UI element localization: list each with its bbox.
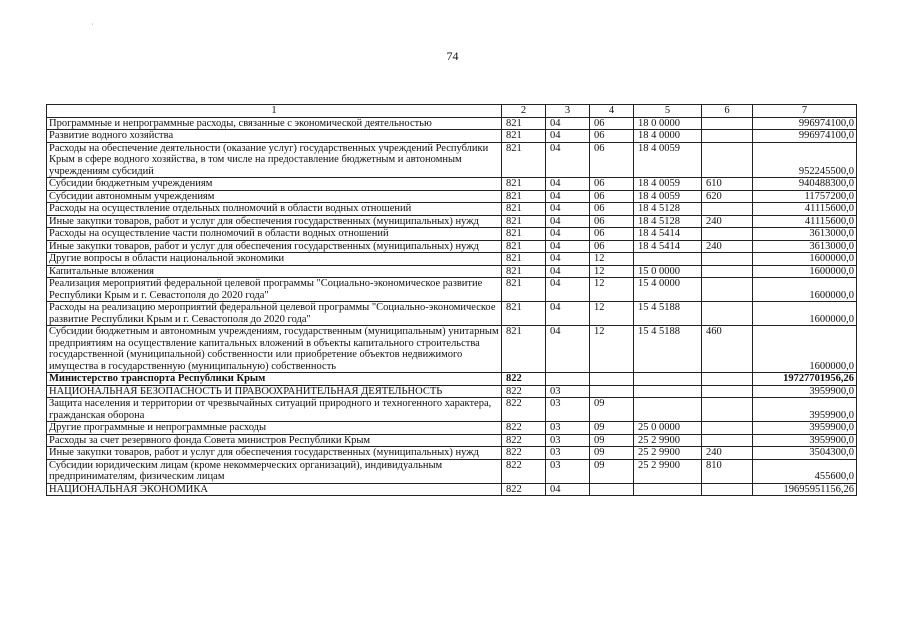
- target-article-cell: [634, 385, 702, 398]
- target-article-cell: 18 4 5414: [634, 228, 702, 241]
- amount-cell: 41115600,0: [753, 203, 857, 216]
- section-code-cell: 04: [546, 190, 590, 203]
- table-row: [47, 447, 857, 460]
- target-article-cell: 25 0 0000: [634, 422, 702, 435]
- description-cell: Иные закупки товаров, работ и услуг для обеспечения государственных (муниципальных) нужд: [47, 240, 502, 253]
- table-row: [47, 117, 857, 130]
- section-code-cell: 04: [546, 130, 590, 143]
- description-cell: Иные закупки товаров, работ и услуг для обеспечения государственных (муниципальных) нужд: [47, 215, 502, 228]
- subsection-code-cell: 06: [590, 215, 634, 228]
- amount-cell: 3959900,0: [753, 422, 857, 435]
- amount-cell: 3959900,0: [753, 434, 857, 447]
- target-article-cell: 18 4 0059: [634, 142, 702, 178]
- expense-type-cell: 810: [702, 459, 753, 483]
- subsection-code-cell: 06: [590, 142, 634, 178]
- amount-cell: 996974100,0: [753, 130, 857, 143]
- section-code-cell: 04: [546, 215, 590, 228]
- expense-type-cell: 240: [702, 447, 753, 460]
- subsection-code-cell: 06: [590, 130, 634, 143]
- expense-type-cell: 620: [702, 190, 753, 203]
- description-cell: НАЦИОНАЛЬНАЯ ЭКОНОМИКА: [47, 483, 502, 496]
- amount-cell: 3613000,0: [753, 228, 857, 241]
- ministry-code-cell: 822: [502, 385, 546, 398]
- ministry-code-cell: 821: [502, 190, 546, 203]
- description-cell: Другие программные и непрограммные расходы: [47, 422, 502, 435]
- ministry-code-cell: 822: [502, 447, 546, 460]
- target-article-cell: [634, 373, 702, 386]
- ministry-code-cell: 821: [502, 265, 546, 278]
- ministry-code-cell: 821: [502, 302, 546, 326]
- expense-type-cell: [702, 373, 753, 386]
- table-row: [47, 253, 857, 266]
- ministry-code-cell: 822: [502, 483, 546, 496]
- amount-cell: 19695951156,26: [753, 483, 857, 496]
- target-article-cell: 15 4 0000: [634, 278, 702, 302]
- amount-cell: 1600000,0: [753, 326, 857, 373]
- description-cell: Реализация мероприятий федеральной целевой программы "Социально-экономическое развитие Республики Крым и г. Севастополя до 2020 года": [47, 278, 502, 302]
- table-row: [47, 385, 857, 398]
- section-code-cell: 03: [546, 459, 590, 483]
- description-cell: Субсидии бюджетным и автономным учреждениям, государственным (муниципальным) унитарным предприятиям на осуществление капитальных вложений в объекты капитального строительства государственной (муниципальной) собственности или приобретение объектов недвижимого имущества в государственную (муниципальную) собственность: [47, 326, 502, 373]
- description-cell: Субсидии юридическим лицам (кроме некоммерческих организаций), индивидуальным предпринимателям, физическим лицам: [47, 459, 502, 483]
- header-cell: 3: [546, 105, 590, 118]
- table-row: [47, 278, 857, 302]
- expense-type-cell: [702, 142, 753, 178]
- amount-cell: 41115600,0: [753, 215, 857, 228]
- scan-mark: ': [92, 22, 94, 31]
- description-cell: Расходы на осуществление части полномочий в области водных отношений: [47, 228, 502, 241]
- description-cell: Капитальные вложения: [47, 265, 502, 278]
- amount-cell: 940488300,0: [753, 178, 857, 191]
- target-article-cell: 18 4 0000: [634, 130, 702, 143]
- subsection-code-cell: 06: [590, 178, 634, 191]
- section-code-cell: 03: [546, 385, 590, 398]
- table-row: [47, 142, 857, 178]
- description-cell: Расходы на обеспечение деятельности (оказание услуг) государственных учреждений Республики Крым в сфере водного хозяйства, в том числе на предоставление бюджетным и автономным учреждениям субсидий: [47, 142, 502, 178]
- section-code-cell: 03: [546, 434, 590, 447]
- table-row: [47, 326, 857, 373]
- ministry-code-cell: 822: [502, 459, 546, 483]
- target-article-cell: 25 2 9900: [634, 459, 702, 483]
- subsection-code-cell: 06: [590, 240, 634, 253]
- subsection-code-cell: [590, 385, 634, 398]
- amount-cell: 1600000,0: [753, 265, 857, 278]
- description-cell: Защита населения и территории от чрезвычайных ситуаций природного и техногенного характера, гражданская оборона: [47, 398, 502, 422]
- ministry-code-cell: 821: [502, 178, 546, 191]
- subsection-code-cell: 12: [590, 302, 634, 326]
- ministry-code-cell: 821: [502, 228, 546, 241]
- section-code-cell: 04: [546, 278, 590, 302]
- expense-type-cell: [702, 385, 753, 398]
- description-cell: Министерство транспорта Республики Крым: [47, 373, 502, 386]
- amount-cell: 455600,0: [753, 459, 857, 483]
- section-code-cell: 03: [546, 447, 590, 460]
- subsection-code-cell: 09: [590, 434, 634, 447]
- ministry-code-cell: 821: [502, 240, 546, 253]
- expense-type-cell: [702, 117, 753, 130]
- table-row: [47, 215, 857, 228]
- subsection-code-cell: 06: [590, 117, 634, 130]
- amount-cell: 1600000,0: [753, 278, 857, 302]
- expense-type-cell: 240: [702, 215, 753, 228]
- section-code-cell: 04: [546, 117, 590, 130]
- section-code-cell: 04: [546, 326, 590, 373]
- table-row: [47, 434, 857, 447]
- expense-type-cell: [702, 483, 753, 496]
- header-cell: 7: [753, 105, 857, 118]
- header-cell: 1: [47, 105, 502, 118]
- description-cell: Субсидии автономным учреждениям: [47, 190, 502, 203]
- table-row: [47, 373, 857, 386]
- ministry-code-cell: 821: [502, 142, 546, 178]
- table-row: [47, 178, 857, 191]
- table-row: [47, 265, 857, 278]
- section-code-cell: 03: [546, 422, 590, 435]
- page-number: 74: [446, 49, 459, 63]
- subsection-code-cell: 09: [590, 459, 634, 483]
- header-cell: 2: [502, 105, 546, 118]
- ministry-code-cell: 821: [502, 326, 546, 373]
- target-article-cell: 18 4 5128: [634, 215, 702, 228]
- amount-cell: 952245500,0: [753, 142, 857, 178]
- section-code-cell: 04: [546, 253, 590, 266]
- expense-type-cell: 460: [702, 326, 753, 373]
- subsection-code-cell: 09: [590, 422, 634, 435]
- section-code-cell: 04: [546, 483, 590, 496]
- subsection-code-cell: 06: [590, 203, 634, 216]
- subsection-code-cell: 09: [590, 447, 634, 460]
- table-row: [47, 228, 857, 241]
- description-cell: Иные закупки товаров, работ и услуг для обеспечения государственных (муниципальных) нужд: [47, 447, 502, 460]
- subsection-code-cell: 06: [590, 190, 634, 203]
- target-article-cell: [634, 483, 702, 496]
- section-code-cell: 04: [546, 240, 590, 253]
- amount-cell: 3959900,0: [753, 398, 857, 422]
- target-article-cell: 25 2 9900: [634, 434, 702, 447]
- ministry-code-cell: 822: [502, 422, 546, 435]
- table-row: [47, 422, 857, 435]
- description-cell: Расходы на осуществление отдельных полномочий в области водных отношений: [47, 203, 502, 216]
- description-cell: Программные и непрограммные расходы, связанные с экономической деятельностью: [47, 117, 502, 130]
- header-cell: 4: [590, 105, 634, 118]
- subsection-code-cell: 12: [590, 278, 634, 302]
- amount-cell: 1600000,0: [753, 253, 857, 266]
- ministry-code-cell: 821: [502, 253, 546, 266]
- ministry-code-cell: 821: [502, 278, 546, 302]
- table-row: [47, 483, 857, 496]
- expense-type-cell: 610: [702, 178, 753, 191]
- subsection-code-cell: 09: [590, 398, 634, 422]
- description-cell: Развитие водного хозяйства: [47, 130, 502, 143]
- amount-cell: 996974100,0: [753, 117, 857, 130]
- target-article-cell: 25 2 9900: [634, 447, 702, 460]
- section-code-cell: 04: [546, 302, 590, 326]
- expense-type-cell: [702, 422, 753, 435]
- expense-type-cell: [702, 398, 753, 422]
- table-row: [47, 190, 857, 203]
- subsection-code-cell: 12: [590, 253, 634, 266]
- subsection-code-cell: [590, 483, 634, 496]
- ministry-code-cell: 822: [502, 373, 546, 386]
- amount-cell: 19727701956,26: [753, 373, 857, 386]
- target-article-cell: 18 0 0000: [634, 117, 702, 130]
- ministry-code-cell: 822: [502, 398, 546, 422]
- section-code-cell: 04: [546, 265, 590, 278]
- description-cell: Расходы на реализацию мероприятий федеральной целевой программы "Социально-экономическое развитие Республики Крым и г. Севастополя до 2020 года": [47, 302, 502, 326]
- expense-type-cell: [702, 434, 753, 447]
- ministry-code-cell: 822: [502, 434, 546, 447]
- amount-cell: 1600000,0: [753, 302, 857, 326]
- table-row: [47, 398, 857, 422]
- target-article-cell: 15 0 0000: [634, 265, 702, 278]
- section-code-cell: 04: [546, 178, 590, 191]
- section-code-cell: 04: [546, 203, 590, 216]
- budget-table: [46, 104, 857, 496]
- description-cell: НАЦИОНАЛЬНАЯ БЕЗОПАСНОСТЬ И ПРАВООХРАНИТЕЛЬНАЯ ДЕЯТЕЛЬНОСТЬ: [47, 385, 502, 398]
- table-row: [47, 459, 857, 483]
- amount-cell: 3613000,0: [753, 240, 857, 253]
- target-article-cell: 15 4 5188: [634, 326, 702, 373]
- target-article-cell: 18 4 5414: [634, 240, 702, 253]
- subsection-code-cell: 12: [590, 326, 634, 373]
- table-row: [47, 203, 857, 216]
- target-article-cell: 18 4 0059: [634, 190, 702, 203]
- subsection-code-cell: [590, 373, 634, 386]
- description-cell: Другие вопросы в области национальной экономики: [47, 253, 502, 266]
- expense-type-cell: [702, 203, 753, 216]
- amount-cell: 3959900,0: [753, 385, 857, 398]
- target-article-cell: 18 4 5128: [634, 203, 702, 216]
- target-article-cell: 18 4 0059: [634, 178, 702, 191]
- section-code-cell: 04: [546, 142, 590, 178]
- section-code-cell: 03: [546, 398, 590, 422]
- table-row: [47, 302, 857, 326]
- section-code-cell: 04: [546, 228, 590, 241]
- amount-cell: 3504300,0: [753, 447, 857, 460]
- target-article-cell: [634, 398, 702, 422]
- ministry-code-cell: 821: [502, 203, 546, 216]
- table-row: [47, 130, 857, 143]
- amount-cell: 11757200,0: [753, 190, 857, 203]
- table-header-row: [47, 105, 857, 118]
- subsection-code-cell: 12: [590, 265, 634, 278]
- expense-type-cell: [702, 278, 753, 302]
- header-cell: 6: [702, 105, 753, 118]
- ministry-code-cell: 821: [502, 130, 546, 143]
- subsection-code-cell: 06: [590, 228, 634, 241]
- target-article-cell: [634, 253, 702, 266]
- expense-type-cell: [702, 130, 753, 143]
- header-cell: 5: [634, 105, 702, 118]
- expense-type-cell: [702, 302, 753, 326]
- ministry-code-cell: 821: [502, 215, 546, 228]
- expense-type-cell: 240: [702, 240, 753, 253]
- table-row: [47, 240, 857, 253]
- description-cell: Субсидии бюджетным учреждениям: [47, 178, 502, 191]
- section-code-cell: [546, 373, 590, 386]
- target-article-cell: 15 4 5188: [634, 302, 702, 326]
- ministry-code-cell: 821: [502, 117, 546, 130]
- expense-type-cell: [702, 228, 753, 241]
- expense-type-cell: [702, 253, 753, 266]
- description-cell: Расходы за счет резервного фонда Совета министров Республики Крым: [47, 434, 502, 447]
- expense-type-cell: [702, 265, 753, 278]
